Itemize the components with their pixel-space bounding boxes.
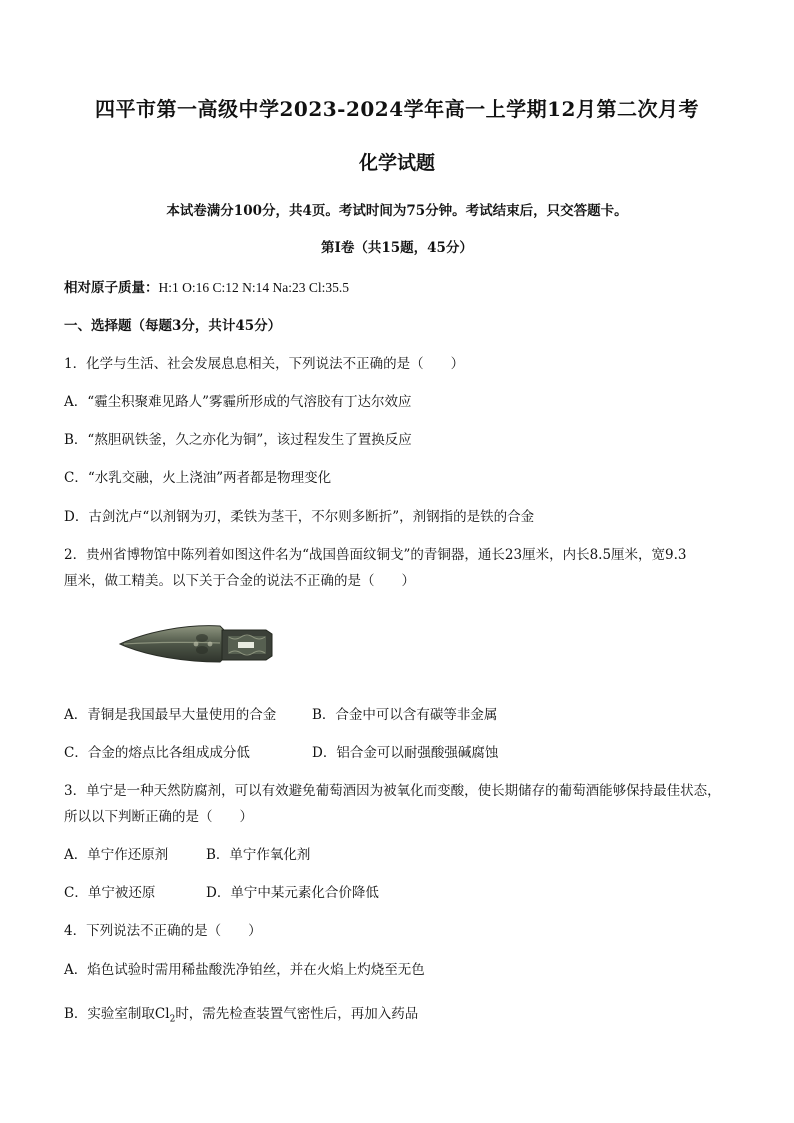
q4-option-b-pre: B．实验室制取Cl bbox=[64, 1006, 170, 1022]
q1-option-c: C．“水乳交融，火上浇油”两者都是物理变化 bbox=[64, 470, 332, 486]
q3-stem-line2: 所以以下判断正确的是（ ） bbox=[64, 809, 253, 825]
q3-options-row2 bbox=[64, 884, 744, 902]
volume-heading: 第Ⅰ卷（共15题，45分） bbox=[321, 240, 473, 256]
q3-stem-line1: 3．单宁是一种天然防腐剂，可以有效避免葡萄酒因为被氧化而变酸，使长期储存的葡萄酒能够保持最佳状态， bbox=[64, 783, 721, 799]
q2-option-a: A．青铜是我国最早大量使用的合金 bbox=[64, 707, 277, 723]
q1-stem: 1．化学与生活、社会发展息息相关，下列说法不正确的是（ ） bbox=[64, 356, 465, 372]
q4-option-a: A．焰色试验时需用稀盐酸洗净铂丝，并在火焰上灼烧至无色 bbox=[64, 962, 425, 978]
exam-title: 四平市第一高级中学2023-2024学年高一上学期12月第二次月考 bbox=[95, 97, 699, 121]
q4-option-b-subscript: 2 bbox=[169, 1014, 176, 1025]
q3-option-d: D．单宁中某元素化合价降低 bbox=[206, 885, 379, 901]
q2-stem-line2: 厘米，做工精美。以下关于合金的说法不正确的是（ ） bbox=[64, 573, 415, 589]
section-heading: 一、选择题（每题3分，共计45分） bbox=[64, 318, 282, 334]
q2-options-row1 bbox=[64, 706, 744, 724]
atomic-mass-line bbox=[64, 279, 744, 297]
q2-option-d: D．铝合金可以耐强酸强碱腐蚀 bbox=[312, 745, 499, 761]
subject-title: 化学试题 bbox=[358, 152, 435, 174]
q3-option-c: C．单宁被还原 bbox=[64, 885, 156, 901]
q1-option-a: A．“霾尘积聚难见路人”雾霾所形成的气溶胶有丁达尔效应 bbox=[64, 394, 412, 410]
bronze-dagger-axe-image bbox=[116, 612, 276, 672]
q2-stem-line1: 2．贵州省博物馆中陈列着如图这件名为“战国兽面纹铜戈”的青铜器，通长23厘米，内长8.5厘米，宽9.3 bbox=[64, 547, 687, 563]
q2-option-c: C．合金的熔点比各组成成分低 bbox=[64, 745, 250, 761]
q3-options-row1 bbox=[64, 846, 744, 864]
atomic-mass-values: H:1 O:16 C:12 N:14 Na:23 Cl:35.5 bbox=[158, 280, 350, 295]
atomic-mass-label: 相对原子质量： bbox=[64, 280, 159, 296]
q1-option-b: B．“熬胆矾铁釜，久之亦化为铜”，该过程发生了置换反应 bbox=[64, 432, 412, 448]
q1-option-d: D．古剑沈卢“以剂钢为刃，柔铁为茎干，不尔则多断折”，剂钢指的是铁的合金 bbox=[64, 509, 535, 525]
q2-options-row2 bbox=[64, 744, 744, 762]
q3-option-b: B．单宁作氧化剂 bbox=[206, 847, 311, 863]
q4-option-b bbox=[64, 1005, 744, 1029]
exam-notice: 本试卷满分100分，共4页。考试时间为75分钟。考试结束后，只交答题卡。 bbox=[166, 203, 628, 219]
q4-option-b-post: 时，需先检查装置气密性后，再加入药品 bbox=[175, 1006, 419, 1022]
q2-option-b: B．合金中可以含有碳等非金属 bbox=[312, 707, 498, 723]
q4-stem: 4．下列说法不正确的是（ ） bbox=[64, 923, 262, 939]
q3-option-a: A．单宁作还原剂 bbox=[64, 847, 169, 863]
